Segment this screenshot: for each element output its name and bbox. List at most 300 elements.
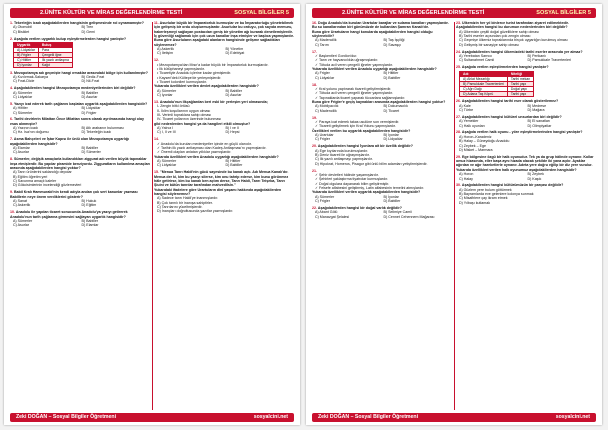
answer-option[interactable]: C) İlk yazılı antlaşmayı yapmışlardır. <box>315 157 373 162</box>
answer-options <box>10 106 150 115</box>
answer-option[interactable]: D) Asurlar <box>225 93 242 98</box>
answer-option[interactable]: B) Yönetim <box>225 47 244 52</box>
table-cell: D) İyonlar <box>14 62 39 67</box>
answer-option[interactable]: C) Lidyalılar <box>315 75 335 80</box>
answer-option[interactable]: D) Pamukkale Travertenleri <box>527 58 572 63</box>
answer-option[interactable]: C) Savunma amaçlı kaleler <box>13 179 57 184</box>
question-block <box>154 137 294 167</box>
question-prompt: gibi nedenlerden hangisi ya da hangileri etkili olmuştur? <box>154 121 251 126</box>
answer-option[interactable]: B) Lidyalılar <box>81 106 101 111</box>
table-cell: B) Frigler <box>14 52 39 57</box>
question-prompt: Buna göre Asurluların aşağıdaki alanların hangisinde gelişme sağladıkları söylenemez? <box>154 38 280 47</box>
question-block <box>10 210 150 227</box>
answer-option[interactable]: B) Hititler <box>225 159 241 164</box>
question-number: 11. <box>154 21 160 25</box>
answer-options <box>10 219 150 228</box>
question-number: 5. <box>10 101 14 106</box>
answer-option[interactable]: A) Otomobil <box>13 25 32 30</box>
question-block <box>154 21 294 56</box>
question-text: Aşağıdakilerden hangisi ülkemizdeki tarihi eserler arasında yer almaz? <box>461 49 583 54</box>
roman-item: III- Verimli topraklara sahip olması <box>157 113 212 118</box>
answer-option[interactable]: A) Ege kıyılarında kurulmuşlardır. <box>315 148 369 153</box>
answer-option[interactable]: D) Olimpiyatlar <box>527 123 552 128</box>
question-number: 17. <box>312 49 317 54</box>
table-cell: A) Lidyalılar <box>14 47 39 52</box>
check-item: ✓ Önemli olayları anlatan yıllıklar yazmışlardır. <box>157 150 232 155</box>
page-footer <box>312 413 596 422</box>
question-prompt: Yukarıda özellikleri verilen Anadolu uygarlığı aşağıdakilerden hangisidir? <box>312 67 437 72</box>
answer-option[interactable]: A) Frigler <box>315 71 330 76</box>
answer-option[interactable]: D) Edebiyat <box>225 51 245 56</box>
question-text: Yazıyı icat ederek tarih çağlarını başlatan uygarlık aşağıdakilerden hangisidir? <box>13 101 148 106</box>
answer-option[interactable]: A) Askerlik <box>157 47 174 52</box>
answer-option[interactable]: C) Asurlar <box>13 150 29 155</box>
check-item: ✓ Paraya icat ederek takas usulüne son vermişlerdir. <box>315 120 400 124</box>
question-stem <box>10 210 150 219</box>
question-text: Doğu Anadolu'da kurulan Urartular barajlar ve sulama kanalları yapmışlardır. Bu su kanallarından biri günümüzde de kullanılan Şamran Kanalı'dır. <box>312 21 449 30</box>
answer-option[interactable]: D) Sümerler <box>81 150 101 155</box>
answer-option[interactable]: A) Hititler <box>13 106 28 111</box>
check-item: ✓ Ticareti geliştirmek için Kral Yolunu yapmışlardır. <box>315 124 396 129</box>
answer-option[interactable]: A) Elamlar <box>13 146 30 151</box>
answer-option[interactable]: D) Eğitim <box>81 203 97 208</box>
answer-option[interactable]: A) Abant Gölü <box>315 210 338 215</box>
question-block <box>312 169 452 204</box>
author-name: Zeki DOĞAN – Sosyal Bilgiler Öğretmeni <box>318 414 419 420</box>
answer-option[interactable]: C) Tarım <box>315 42 329 47</box>
answer-options <box>312 71 452 80</box>
answer-option[interactable]: D) Babiller <box>225 163 243 168</box>
question-prompt: Yukarıda özellikleri verilen Anadolu uygarlığı aşağıdakilerden hangisidir? <box>154 154 279 159</box>
question-prompt: Özellikleri verilen bu uygarlık aşağıdakilerden hangisidir? <box>312 128 411 133</box>
check-item: ✓ Tarihin ilk yazılı antlaşması olan Kadeş Antlaşması'nı yapmışlardır. <box>157 146 267 151</box>
answer-options <box>10 25 150 34</box>
answer-option[interactable]: B) Atlı arabanın bulunması <box>81 126 124 131</box>
answer-option[interactable]: B) Medrese <box>527 103 547 108</box>
question-block <box>10 190 150 207</box>
bullet-item: • Ticaretiyle Anadolu içlerine kadar girmişlerdir. <box>157 71 232 76</box>
answer-option[interactable]: B) Halay – Güneydoğu Anadolu <box>459 139 510 144</box>
answer-option[interactable]: D) Mağara <box>527 107 545 112</box>
question-number: 28. <box>456 130 462 135</box>
answer-option[interactable]: B) Selimiye Camii <box>383 210 412 215</box>
question-column <box>456 21 596 411</box>
answer-option[interactable]: C) Halay <box>459 176 473 181</box>
question-block <box>456 115 596 128</box>
answer-option[interactable]: B) Hititler <box>383 71 399 76</box>
answer-option[interactable]: A) Yazının icadı <box>13 126 39 131</box>
question-block <box>154 58 294 97</box>
question-prompt: Aşağıdakilerden hangisi bu durumun nedenlerinden biri değildir? <box>456 25 568 30</box>
roman-item: I- Zengin bitki örtüsü <box>157 104 190 109</box>
table-cell: Tarihi yapı <box>507 81 533 86</box>
answer-options <box>154 196 294 213</box>
answer-options <box>154 47 294 56</box>
question-number: 2. <box>10 36 14 41</box>
question-text: Aşağıdakilerden hangisi İyonlara ait bir özellik değildir? <box>317 144 413 149</box>
table-cell: D) Adana Taş Köprü <box>460 91 508 96</box>
answer-option[interactable]: B) Deniz ticareti ile uğraşmışlardır. <box>315 153 370 157</box>
answer-option[interactable]: C) Misafirlere çay ikram etmek <box>459 196 508 201</box>
answer-option[interactable]: B) Babiller <box>81 90 99 95</box>
bullet-item: • Kayseri'deki Kültepe'de yerleşmişlerdir. <box>157 75 222 80</box>
question-text: Asma Bahçeleri ve İştar Kapısı ile ünlü olan Mezopotamya uygarlığı aşağıdakilerden hangisidir? <box>10 137 129 146</box>
answer-option[interactable]: B) İyonlar <box>383 194 399 199</box>
answer-option[interactable]: B) İyonlar <box>383 133 399 138</box>
question-number: 29. <box>456 154 462 159</box>
answer-options <box>10 170 150 187</box>
answer-option[interactable]: A) Yemekler <box>459 119 479 124</box>
question-prompt: Yukarıda özellikleri verilen halk oyunumuz aşağıdakilerden hangisidir? <box>456 167 577 172</box>
answer-option[interactable]: A) Tanrı ürünlerini saklandığı depolar <box>13 170 72 175</box>
table-cell: Tarihi yapı <box>507 91 533 96</box>
answer-options <box>10 146 150 155</box>
question-number: 15. <box>154 170 160 175</box>
answer-option[interactable]: B) Babiller <box>225 88 243 93</box>
answer-option[interactable]: A) Yalnız I <box>157 126 174 131</box>
answer-options <box>10 199 150 208</box>
answer-option[interactable]: B) Hukuk <box>81 199 97 204</box>
question-block <box>10 37 150 68</box>
author-name: Zeki DOĞAN – Sosyal Bilgiler Öğretmeni <box>16 414 117 420</box>
answer-option[interactable]: A) Horon <box>459 172 474 177</box>
question-text: Aşağıda verilen halk oyunu - yöre eşleştirmelerinden hangisi yanlıştır? <box>461 130 583 135</box>
answer-option[interactable]: A) Kale <box>459 103 471 108</box>
answer-option[interactable]: C) Bisiklet <box>13 29 30 34</box>
check-item: ✓ Anadolu'da kurulan medeniyetler içinde en güçlü olanıdır. <box>157 141 252 146</box>
question-text: Aşağıdakilerden hangisi bir doğal varlık değildir? <box>317 205 402 210</box>
answer-options <box>312 149 452 166</box>
question-number: 24. <box>456 49 462 54</box>
question-block <box>312 21 452 47</box>
question-text: Mezopotamya adı geçmişte hangi ırmaklar arasındaki bölge için kullanılmıştır? <box>14 70 149 75</box>
answer-option[interactable]: D) Lidyalılar <box>383 137 403 142</box>
question-stem <box>154 170 294 187</box>
question-number: 21. <box>312 168 317 173</box>
check-item: ✓ Tötuda acil veren çengelli iğneler yapmışlardır. <box>315 62 394 67</box>
question-block <box>312 206 452 219</box>
question-block <box>10 102 150 115</box>
answer-option[interactable]: B) Çok tanrılı bir inanışa sahiptirler. <box>157 200 213 205</box>
answer-option[interactable]: C) Sümerler <box>13 110 33 115</box>
answer-options <box>312 195 452 204</box>
page-header <box>10 8 294 18</box>
check-item: ✓ Şehir devletleri hâlinde yaşamışlardır. <box>315 172 379 177</box>
check-item: ✓ Doğal olgulara dayanarak bilim geliştirmiştir. <box>315 181 390 186</box>
question-number: 1. <box>10 21 14 25</box>
question-number: 4. <box>10 86 14 91</box>
question-block <box>312 50 452 80</box>
check-item: ✓ Şehirleri yaklaştırma tiyatrolar kurmuşlardır. <box>315 177 389 182</box>
test-page-right <box>306 4 602 425</box>
answer-option[interactable]: C) Asurlar <box>13 223 29 228</box>
question-stem <box>456 155 596 168</box>
answer-option[interactable]: D) Gökcisimlerinin incelendiği gözlemevleri <box>13 183 82 188</box>
answer-option[interactable]: C) I, II ve III <box>157 130 176 135</box>
table-cell: B) Pamukkale Travertenleri <box>460 81 508 86</box>
roman-item: II- İklim koşullarının uygun olması <box>157 108 211 113</box>
answer-option[interactable]: C) Manavgat Şelalesi <box>315 214 350 219</box>
answer-options <box>10 126 150 135</box>
answer-option[interactable]: C) Tanrılarını yüceltmişlerdir. <box>157 205 203 210</box>
table-cell: İlk yazılı antlaşma <box>38 57 72 62</box>
question-stem <box>10 117 150 126</box>
question-block <box>312 83 452 113</box>
check-item: ✓ Kral yolunu yaptırarak ticareti geliştirmişlerdir. <box>315 87 392 91</box>
question-prompt: Yukarıda özellikleri verilen devlet aşağıdakilerden hangisidir? <box>154 84 259 89</box>
answer-option[interactable]: D) Yılbaşı kutlamak <box>459 200 491 205</box>
answer-option[interactable]: C) Fırat-Dicle <box>13 79 35 84</box>
question-number: 13. <box>154 100 160 105</box>
answer-option[interactable]: C) Frigler <box>315 137 330 142</box>
answer-option[interactable]: B) Dokumacılık <box>383 104 408 109</box>
question-text: Aşağıdakilerden hangisi kültürümüzün bir parçası değildir? <box>461 183 564 188</box>
table-cell: C) Ağrı Dağı <box>460 86 508 91</box>
answer-option[interactable]: D) Misket – Marmara <box>459 147 493 152</box>
question-block <box>456 183 596 205</box>
question-number: 18. <box>312 82 317 87</box>
answer-option[interactable]: A) Güzlem yere bulum göttürmek <box>459 187 512 192</box>
answer-option[interactable]: A) Yerebatan Sarnıcı <box>459 54 493 58</box>
answer-option[interactable]: B) Gediz-Fırat <box>81 74 105 79</box>
question-block <box>456 21 596 47</box>
question-text: Aşağıda verilen eşleştirmelerden hangisi yanlıştır? <box>461 65 549 70</box>
answer-option[interactable]: A) Sümerler <box>157 88 177 93</box>
answer-option[interactable]: D) Savaşçı <box>383 42 402 47</box>
question-text: Aşağıda verilen uygarlık bulup eşleştirmelerden hangisi yanlıştır? <box>13 36 127 41</box>
answer-options <box>312 133 452 142</box>
answer-options <box>456 54 596 63</box>
question-block <box>312 144 452 166</box>
check-item: ✓ Tapınaklarda ticaret yaparak tüccarlara sağlamışlardır. <box>315 95 406 100</box>
question-block <box>10 117 150 134</box>
question-block <box>456 50 596 63</box>
question-block <box>10 21 150 34</box>
check-item: ✓ Tanrı ve hayvancılıkla uğraşmışlardır. <box>315 58 379 63</box>
answer-options <box>312 104 452 113</box>
table-header-cell: Uygarlık <box>14 42 39 47</box>
website-label[interactable]: sosyalcini.net <box>555 414 590 420</box>
answer-option[interactable]: A) Urartular <box>315 133 334 138</box>
table-cell: Doğal yapı <box>507 86 533 91</box>
answer-option[interactable]: B) Babiller <box>81 219 99 224</box>
test-title: 2.ÜNİTE KÜLTÜR VE MİRAS DEĞERLENDİRME TESTİ <box>40 10 183 16</box>
question-text: Ülkemizin her yıl binlerce turist tarafından ziyaret edilmektedir. <box>462 21 569 25</box>
answer-option[interactable]: D) Tekerleğin icadı <box>81 130 112 135</box>
table-row <box>460 91 534 96</box>
question-text: Tarihi devirlerin Milattan Önce Milattan sonra olarak ayrılmasında hangi olay esas alınmıştır? <box>10 117 144 126</box>
question-text: Aşağıdakilerden hangisi tarihi eser olarak gösterilemez? <box>461 99 559 104</box>
answer-option[interactable]: C) Sultanahmet Camii <box>459 58 495 63</box>
answer-option[interactable]: C) İletişim <box>157 51 173 56</box>
answer-option[interactable]: B) Taş İşçiliği <box>383 38 405 43</box>
question-number: 3. <box>10 70 14 75</box>
page-footer <box>10 413 294 422</box>
table-cell: Kağıt <box>38 62 72 67</box>
answer-option[interactable]: B) Tren <box>81 25 94 30</box>
answer-option[interactable]: D) Babiller <box>383 75 401 80</box>
question-text: Aşağıdakilerden hangisi Mezopotamya medeniyetlerinden biri değildir? <box>13 86 136 91</box>
question-block <box>456 130 596 152</box>
answer-option[interactable]: A) Ülkemizin çeşitli doğal güzelliklere sahip olması <box>459 29 540 34</box>
question-block <box>456 99 596 112</box>
answer-options <box>154 89 294 98</box>
answer-option[interactable]: B) Babiller <box>81 146 99 151</box>
answer-option[interactable]: A) Horon–Karadeniz <box>459 134 492 139</box>
question-prompt: Buna göre Urartuların hangi konularda aşağıdakilerden hangisi olduğu söylenebilir? <box>312 29 433 39</box>
answer-option[interactable]: A) Sümerler <box>13 90 33 95</box>
answer-option[interactable]: A) Sümerler <box>13 219 33 224</box>
table-cell: C) Hititler <box>14 57 39 62</box>
subject-label: SOSYAL BİLGİLER 5 <box>234 10 289 16</box>
question-table <box>459 71 534 97</box>
answer-option[interactable]: D) Nil-Fırat <box>81 79 100 84</box>
answer-option[interactable]: A) Sümerler <box>315 194 335 199</box>
answer-option[interactable]: D) Asurlar <box>81 94 98 99</box>
answer-option[interactable]: A) Sümerler <box>157 159 177 164</box>
website-label[interactable]: sosyalcini.net <box>253 414 288 420</box>
answer-options <box>10 75 150 84</box>
question-text: Tekerleğin icadı aşağıdakilerden hangisinin gelişmesinde rol oynamamıştır? <box>14 21 144 25</box>
answer-option[interactable]: D) Ticaret <box>383 108 400 113</box>
answer-option[interactable]: D) Hepsi <box>225 130 240 135</box>
question-number: 30. <box>456 183 462 188</box>
question-number: 14. <box>154 137 159 142</box>
column-divider <box>454 22 455 410</box>
check-item: ✓ Başkentleri Gordion'dur. <box>315 54 358 58</box>
table-cell: Para <box>38 47 72 52</box>
test-title: 2.ÜNİTE KÜLTÜR VE MİRAS DEĞERLENDİRME TESTİ <box>342 10 485 16</box>
answer-option[interactable]: B) Perikaniı <box>527 54 547 58</box>
answer-option[interactable]: C) Askerlik <box>13 203 31 208</box>
table-cell: Tarihi mekan <box>507 76 533 81</box>
question-column <box>312 21 452 411</box>
answer-options <box>456 119 596 128</box>
table-header-cell: Niteliği <box>507 71 533 76</box>
question-block <box>312 116 452 142</box>
question-text: Anadolu'nun ilkçağlardan beri eski bir yerleşim yeri olmasında; <box>159 100 268 105</box>
bullet-item: • Mezopotamya'dan Mısır'a kadar büyük bir İmparatorluk kurmuşlardır. <box>157 62 269 67</box>
answer-option[interactable]: C) Frigler <box>315 199 330 204</box>
answer-option[interactable]: D) Frigler <box>81 110 97 115</box>
answer-option[interactable]: C) Geçmişe ülkemiz topraklarında birçok uygarlığın kurulmuş olması <box>459 38 568 43</box>
answer-option[interactable]: B) Zeybek <box>527 172 544 177</box>
answer-options <box>456 135 596 152</box>
question-stem <box>10 190 150 199</box>
page-header <box>312 8 596 18</box>
answer-option[interactable]: D) Gelişmiş bir sanayiye sahip olması <box>459 42 519 47</box>
question-number: 26. <box>456 99 462 104</box>
question-prompt: Yukarıdaki ifadelere göre Urartuların dinî yaşamı hakkında aşağıdakilerden hangisi söylenemez? <box>154 187 282 197</box>
test-page-left <box>4 4 300 425</box>
question-text: Asurlular büyük bir İmparatorluk kurmuşlar ve bu İmparatorluğu yönetebilmek için gelişmiş bir ordu oluşturmuşlardır. Asurlular bu orduyu, çok sayıda memuru, haberleşmeyi sağlayan postacıları geniş bir yönetim ağı kurarak denetlemişlerdir. İç güvenliği sağlamak için çok uzun kanallar inşa etmişler ve başlıca yapmışlardır. <box>154 21 294 39</box>
answer-option[interactable]: C) Türbe <box>459 107 474 112</box>
answer-option[interactable]: D) Elamlar <box>81 223 99 228</box>
question-block <box>10 137 150 154</box>
answer-option[interactable]: D) Kaşık <box>527 176 542 181</box>
answer-options <box>312 210 452 219</box>
answer-option[interactable]: D) İnançları doğrultusunda yazıtlar yazmışlardır. <box>157 209 234 214</box>
answer-option[interactable]: A) Madencilik <box>315 38 337 43</box>
subject-label: SOSYAL BİLGİLER 5 <box>536 10 591 16</box>
answer-options <box>154 126 294 135</box>
table-header-cell: Buluş <box>38 42 72 47</box>
question-number: 9. <box>10 190 14 195</box>
answer-options <box>10 91 150 100</box>
question-stem <box>154 21 294 38</box>
column-divider <box>152 22 153 410</box>
question-number: 23. <box>456 21 462 25</box>
question-block <box>10 86 150 99</box>
answer-option[interactable]: B) El sanatları <box>527 119 551 124</box>
answer-option[interactable]: C) Halk oyunları <box>459 123 485 128</box>
answer-option[interactable]: B) Bayramlarda eve gelenlere kolonya sunmak <box>459 192 534 197</box>
question-table <box>13 42 73 68</box>
answer-option[interactable]: D) Cennet Cehennem Mağarası <box>383 214 435 219</box>
question-text: Sümerler, değişik amaçlarla kullandıkları ziggurat adı verilen büyük tapınaklar inşa etmişlerdir. Bu yapılar piramide benziyordu. Zigguratların kullanılma amaçları arasında aşağıdakilerden hangisi yoktur? <box>10 157 150 171</box>
answer-option[interactable]: D) Babiller <box>383 199 401 204</box>
table-cell: A) Ahlat Mezarlığı <box>460 76 508 81</box>
question-number: 19. <box>312 115 317 120</box>
answer-option[interactable]: C) Hz. İsa'nın doğumu <box>13 130 49 135</box>
answer-options <box>154 159 294 168</box>
roman-item: IV- Ticaret yollarının üzerinde bulunması <box>157 117 222 122</box>
answer-option[interactable]: D) Hipokrat, Homeros, Pisagor gibi ünlü bilim adamları yetiştirmişlerdir. <box>315 161 428 166</box>
question-block <box>154 100 294 135</box>
bullet-item: • Ticaret kolonileri kurmuşlardır. <box>157 80 207 85</box>
answer-options <box>456 188 596 205</box>
question-stem <box>312 21 452 30</box>
answer-options <box>312 38 452 47</box>
answer-option[interactable]: C) İyonlar <box>157 93 173 98</box>
answer-option[interactable]: A) Sanat <box>13 199 27 204</box>
bullet-item: • İlk kütüphaneyi yapmışlardır. <box>157 67 205 72</box>
question-prompt: Buna göre Frigler'e geçiş kaynakları arasında aşağıdakilerden hangisi yoktur? <box>312 100 446 105</box>
answer-option[interactable]: C) Zeybek – Ege <box>459 143 486 148</box>
answer-option[interactable]: C) Lidyalılar <box>157 163 177 168</box>
question-number: 22. <box>312 205 318 210</box>
question-number: 6. <box>10 117 14 122</box>
answer-option[interactable]: B) I ve II <box>225 126 239 131</box>
answer-options <box>456 172 596 181</box>
table-cell: Çengelli iğne <box>38 52 72 57</box>
question-number: 25. <box>456 65 462 70</box>
answer-option[interactable]: C) Lidyalılar <box>13 94 33 99</box>
answer-option[interactable]: A) Kızılırmak-Sakarya <box>13 74 48 79</box>
question-number: 27. <box>456 114 462 119</box>
table-row <box>460 81 534 86</box>
answer-option[interactable]: D) Gemi <box>81 29 95 34</box>
question-stem <box>10 157 150 170</box>
question-block <box>10 157 150 187</box>
question-text: Babil Kralı Hammurabi'nin kendi adıyla andan çok sert kanunlar yazması Babillerin neye önem verdiklerini gösterir? <box>10 190 138 199</box>
table-header-cell: Adı <box>460 71 508 76</box>
answer-option[interactable]: A) Sadece tanrı Haldi'ye inanmışlardır. <box>157 196 219 201</box>
answer-options <box>456 104 596 113</box>
question-text: Ege bölgesine özgü bir halk oyunudur. Tek ya da grup hâlinde oynanır. Kollar omuz hizasında, eller başa aynı hizada olacak şekilde iki yana açılır. Ayaklar ağırdan ve ağır hareketlerle oynanır. Adeta yere doğru eğilip bir diz yere vurulur. <box>456 154 594 168</box>
answer-option[interactable]: C) Madencilik <box>315 108 337 113</box>
question-text: Aşağıdakilerden hangisi kültürel unsurlardan biri değildir? <box>461 114 562 119</box>
answer-option[interactable]: B) Tarihi eserler açısından çok zengin olması <box>459 34 531 39</box>
question-number: 8. <box>10 157 14 162</box>
question-number: 12. <box>154 58 159 63</box>
answer-option[interactable]: B) Eğitim öğretim yeri <box>13 174 48 179</box>
question-stem <box>456 65 596 69</box>
question-column <box>10 21 150 411</box>
answer-option[interactable]: A) Mobilyacılık <box>315 104 339 109</box>
check-item: ✓ Tötuda acil veren çengelli iğneler yapmışlardır. <box>315 91 394 96</box>
question-block <box>10 71 150 84</box>
